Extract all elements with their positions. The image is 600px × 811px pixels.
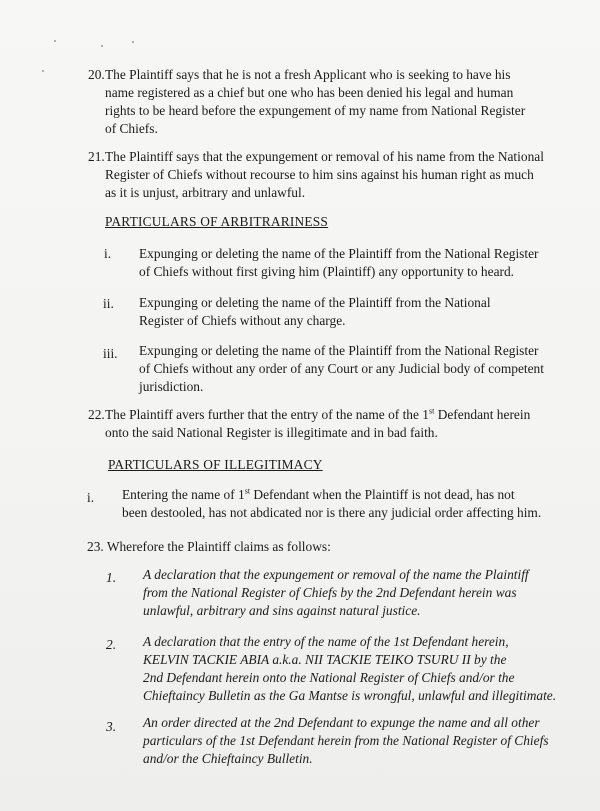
list-marker: iii. xyxy=(103,346,118,361)
list-marker: ii. xyxy=(103,296,114,311)
paragraph-line: name registered as a chief but one who has been denied his legal and human xyxy=(105,85,514,100)
section-heading-illegitimacy: PARTICULARS OF ILLEGITIMACY xyxy=(108,457,323,472)
scan-speck xyxy=(132,41,134,43)
claim-marker: 3. xyxy=(106,719,117,734)
claim-line: KELVIN TACKIE ABIA a.k.a. NII TACKIE TEIKO TSURU II by the xyxy=(143,652,507,667)
paragraph-line: Register of Chiefs without recourse to him sins against his human right as much xyxy=(105,167,534,182)
text-run: Entering the name of 1 xyxy=(122,487,245,502)
text-run: Defendant when the Plaintiff is not dead, has not xyxy=(250,487,515,502)
paragraph-line: rights to be heard before the expungement of my name from National Register xyxy=(105,103,526,118)
text-run: Defendant herein xyxy=(434,407,531,422)
claim-line: A declaration that the entry of the name of the 1st Defendant herein, xyxy=(143,634,509,649)
scan-speck xyxy=(54,40,56,42)
list-item-line: Expunging or deleting the name of the Plaintiff from the National xyxy=(139,295,491,310)
paragraph-line: of Chiefs. xyxy=(105,121,158,136)
scan-speck xyxy=(42,70,44,72)
list-item-line: jurisdiction. xyxy=(139,379,204,394)
paragraph-line: as it is unjust, arbitrary and unlawful. xyxy=(105,185,306,200)
list-item-line: Register of Chiefs without any charge. xyxy=(139,313,346,328)
paragraph-23-intro: 23. Wherefore the Plaintiff claims as follows: xyxy=(87,539,331,554)
paragraph-line: The Plaintiff says that he is not a fresh Applicant who is seeking to have his xyxy=(105,67,511,82)
paragraph-number: 21. xyxy=(88,149,105,164)
list-item-line: Expunging or deleting the name of the Plaintiff from the National Register xyxy=(139,343,539,358)
claim-line: and/or the Chieftaincy Bulletin. xyxy=(143,751,313,766)
claim-line: particulars of the 1st Defendant herein from the National Register of Chiefs xyxy=(143,733,549,748)
text-run: The Plaintiff avers further that the entry of the name of the 1 xyxy=(105,407,429,422)
list-item-line: Expunging or deleting the name of the Plaintiff from the National Register xyxy=(139,246,539,261)
list-item-line: been destooled, has not abdicated nor is there any judicial order affecting him. xyxy=(122,505,542,520)
claim-line: A declaration that the expungement or removal of the name the Plaintiff xyxy=(143,567,529,582)
paragraph-line xyxy=(105,406,530,424)
paragraph-number: 20. xyxy=(88,67,105,82)
claim-line: An order directed at the 2nd Defendant to expunge the name and all other xyxy=(143,715,540,730)
list-item-line: of Chiefs without first giving him (Plaintiff) any opportunity to heard. xyxy=(139,264,515,279)
paragraph-line: onto the said National Register is illegitimate and in bad faith. xyxy=(105,425,438,440)
section-heading-arbitrariness: PARTICULARS OF ARBITRARINESS xyxy=(105,214,329,229)
claim-line: 2nd Defendant herein onto the National Register of Chiefs and/or the xyxy=(143,670,515,685)
ordinal-suffix: st xyxy=(429,406,435,416)
claim-line: from the National Register of Chiefs by the 2nd Defendant herein was xyxy=(143,585,517,600)
scan-speck xyxy=(101,45,103,47)
claim-marker: 2. xyxy=(106,637,117,652)
list-marker: i. xyxy=(87,490,95,505)
list-marker: i. xyxy=(104,246,112,261)
ordinal-suffix: st xyxy=(244,486,251,496)
paragraph-line: The Plaintiff says that the expungement or removal of his name from the National xyxy=(105,149,544,164)
claim-line: unlawful, arbitrary and sins against natural justice. xyxy=(143,603,421,618)
claim-line: Chieftaincy Bulletin as the Ga Mantse is wrongful, unlawful and illegitimate. xyxy=(143,688,557,703)
list-item-line xyxy=(122,486,515,504)
paragraph-number: 22. xyxy=(88,407,105,422)
list-item-line: of Chiefs without any order of any Court or any Judicial body of competent xyxy=(139,361,544,376)
claim-marker: 1. xyxy=(106,570,117,585)
